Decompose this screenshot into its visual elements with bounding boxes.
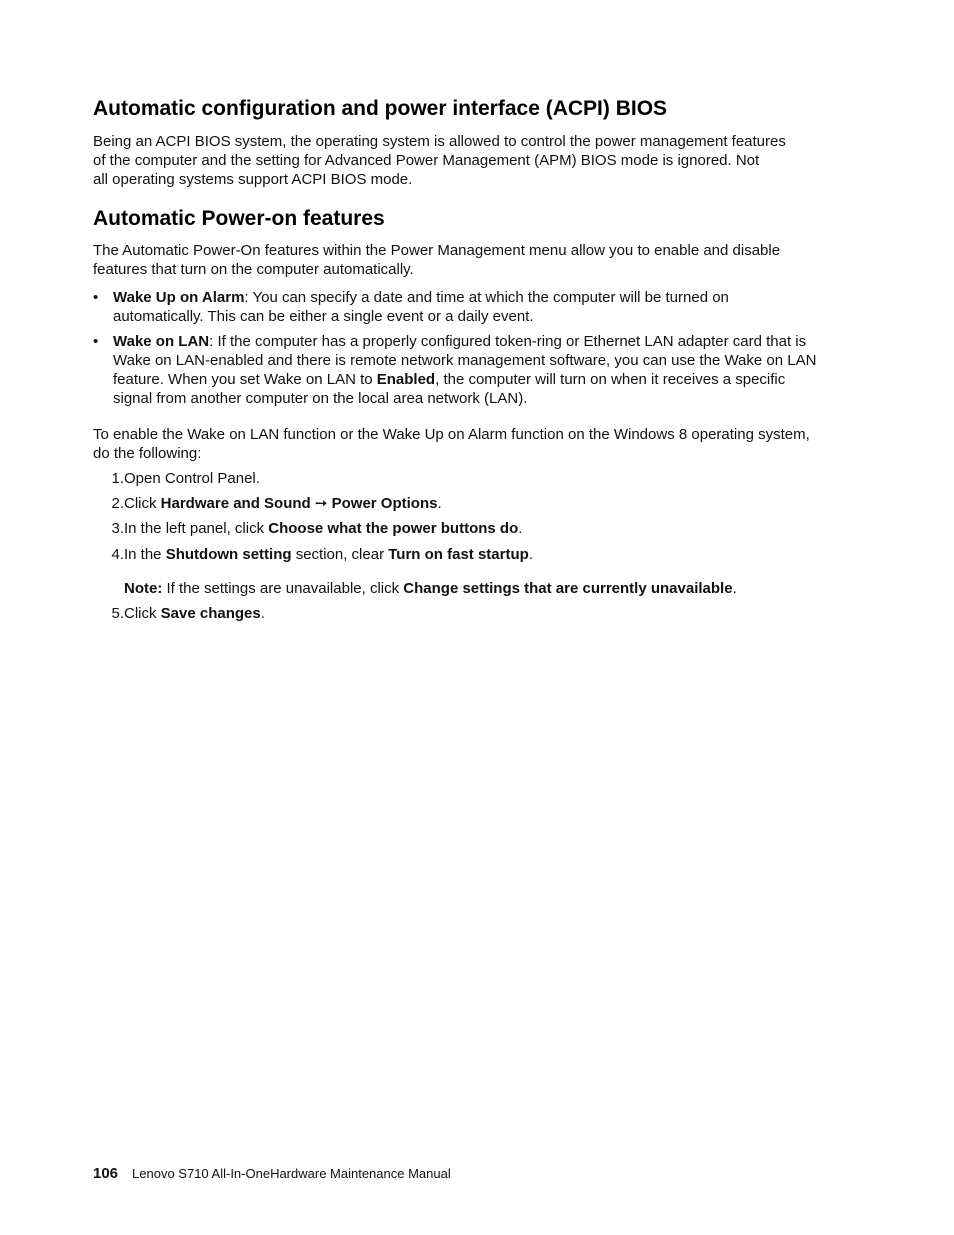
acpi-line-2: of the computer and the setting for Advanced Power Management (APM) BIOS mode is ignored. Not — [93, 152, 760, 169]
note-label: Note: — [124, 580, 163, 597]
bullet-wake-up-on-alarm: • Wake Up on Alarm: You can specify a date and time at which the computer will be turned on automatically. This can be either a single event or a daily event. — [93, 289, 729, 325]
page-number: 106 — [93, 1165, 119, 1182]
heading-power-on-features: Automatic Power-on features — [93, 207, 385, 230]
bullet-marker: • — [93, 289, 99, 306]
step-5: 5. Click Save changes. — [111, 605, 265, 622]
acpi-paragraph — [93, 132, 853, 189]
enable-instructions — [93, 425, 853, 463]
step-1: 1. Open Control Panel. — [111, 470, 260, 487]
bullet-wake-on-lan: • Wake on LAN: If the computer has a properly configured token-ring or Ethernet LAN adapter card that is Wake on LAN-enabled and there is remote network management software, you can use the Wake on LAN feature. When you set Wake on LAN to Enabled, the computer will turn on when it receives a specific signal from another computer on the local area network (LAN). — [93, 333, 817, 407]
term-wake-on-lan: Wake on LAN — [113, 333, 210, 350]
intro-line-1: The Automatic Power-On features within the Power Management menu allow you to enable and disable — [93, 242, 781, 259]
step-2: 2. Click Hardware and Sound ➙ Power Options. — [111, 495, 442, 512]
power-on-intro — [93, 241, 853, 279]
term-enabled: Enabled — [376, 371, 436, 388]
arrow-icon: ➙ — [310, 495, 332, 512]
heading-acpi-bios: Automatic configuration and power interface (ACPI) BIOS — [93, 97, 668, 120]
enable-line-2: do the following: — [93, 445, 202, 462]
enable-line-1: To enable the Wake on LAN function or the Wake Up on Alarm function on the Windows 8 operating system, — [93, 426, 810, 443]
acpi-line-1: Being an ACPI BIOS system, the operating system is allowed to control the power management features — [93, 133, 786, 150]
step-4: 4. In the Shutdown setting section, clear Turn on fast startup. — [111, 546, 533, 563]
intro-line-2: features that turn on the computer automatically. — [93, 261, 414, 278]
step-3: 3. In the left panel, click Choose what the power buttons do. — [111, 520, 523, 537]
term-wake-up-on-alarm: Wake Up on Alarm — [113, 289, 245, 306]
manual-title: Lenovo S710 All-In-OneHardware Maintenance Manual — [132, 1166, 451, 1181]
note: Note: If the settings are unavailable, click Change settings that are currently unavailable. — [124, 580, 737, 597]
bullet-marker: • — [93, 333, 99, 350]
page-footer — [93, 1165, 451, 1183]
acpi-line-3: all operating systems support ACPI BIOS mode. — [93, 171, 413, 188]
